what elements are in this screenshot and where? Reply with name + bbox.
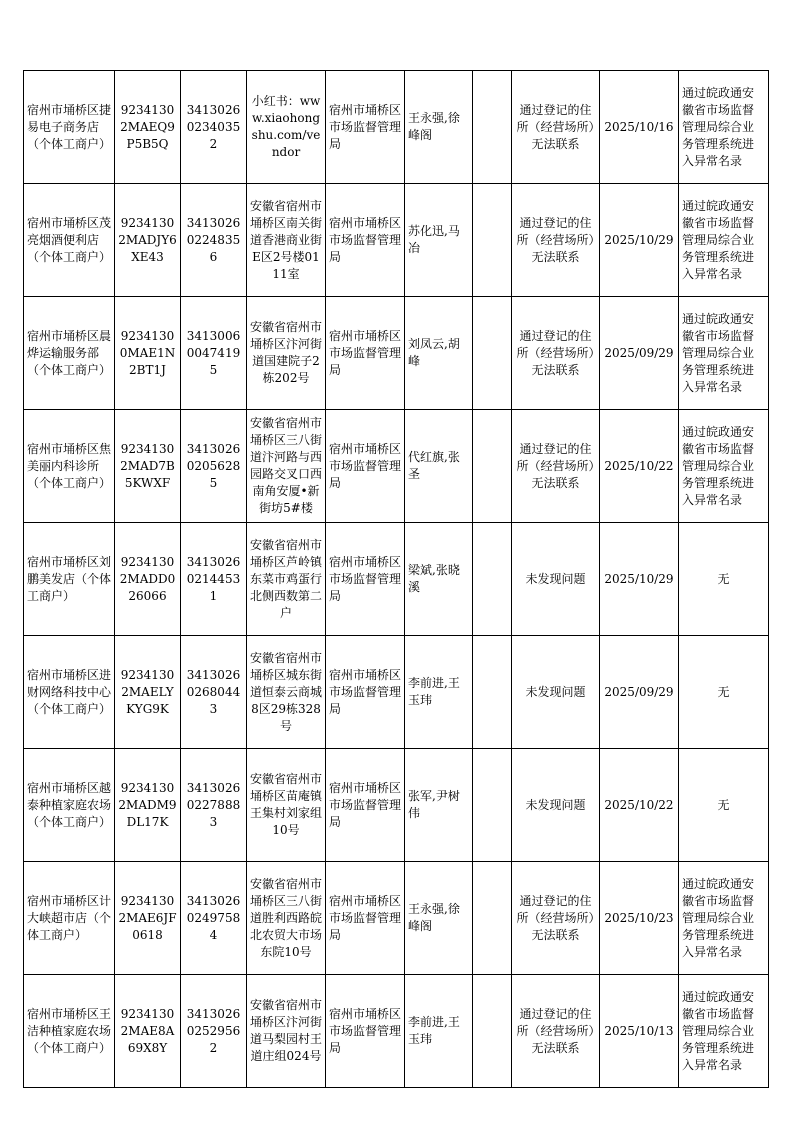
blank-cell [473,297,512,410]
registration-number-cell: 341302602680443 [181,636,247,749]
credit-code-cell: 92341302MADD026066 [115,523,181,636]
inspection-result-cell: 未发现问题 [512,523,600,636]
table-row [24,636,769,749]
blank-cell [473,523,512,636]
registration-number-cell: 341302602340352 [181,71,247,184]
blank-cell [473,975,512,1088]
enterprise-name-cell: 宿州市埇桥区焦美丽内科诊所（个体工商户） [24,410,115,523]
blank-cell [473,862,512,975]
table-row [24,410,769,523]
credit-code-cell: 92341302MADM9DL17K [115,749,181,862]
inspection-date-cell: 2025/10/13 [600,975,679,1088]
disposal-measure-cell: 无 [679,636,769,749]
disposal-measure-cell: 通过皖政通安徽省市场监督管理局综合业务管理系统进入异常名录 [679,862,769,975]
address-cell: 安徽省宿州市埇桥区南关街道香港商业街E区2号楼0111室 [247,184,326,297]
authority-cell: 宿州市埇桥区市场监督管理局 [326,297,405,410]
enterprise-name-cell: 宿州市埇桥区刘鹏美发店（个体工商户） [24,523,115,636]
disposal-measure-cell: 通过皖政通安徽省市场监督管理局综合业务管理系统进入异常名录 [679,975,769,1088]
inspection-result-cell: 未发现问题 [512,749,600,862]
blank-cell [473,636,512,749]
inspectors-cell: 李前进,王玉玮 [405,636,473,749]
enterprise-name-cell: 宿州市埇桥区王洁种植家庭农场（个体工商户） [24,975,115,1088]
credit-code-cell: 92341302MAD7B5KWXF [115,410,181,523]
credit-code-cell: 92341302MAE6JF0618 [115,862,181,975]
registration-number-cell: 341302602144531 [181,523,247,636]
authority-cell: 宿州市埇桥区市场监督管理局 [326,410,405,523]
inspectors-cell: 刘凤云,胡峰 [405,297,473,410]
blank-cell [473,184,512,297]
disposal-measure-cell: 通过皖政通安徽省市场监督管理局综合业务管理系统进入异常名录 [679,410,769,523]
address-cell: 安徽省宿州市埇桥区城东街道恒泰云商城8区29栋328号 [247,636,326,749]
disposal-measure-cell: 通过皖政通安徽省市场监督管理局综合业务管理系统进入异常名录 [679,297,769,410]
inspection-date-cell: 2025/09/29 [600,297,679,410]
address-cell: 安徽省宿州市埇桥区芦岭镇东菜市鸡蛋行北侧西数第二户 [247,523,326,636]
credit-code-cell: 92341302MAE8A69X8Y [115,975,181,1088]
authority-cell: 宿州市埇桥区市场监督管理局 [326,975,405,1088]
credit-code-cell: 92341302MAEQ9P5B5Q [115,71,181,184]
address-cell: 安徽省宿州市埇桥区苗庵镇王集村刘家组10号 [247,749,326,862]
inspectors-cell: 李前进,王玉玮 [405,975,473,1088]
enterprise-name-cell: 宿州市埇桥区进财网络科技中心（个体工商户） [24,636,115,749]
blank-cell [473,749,512,862]
table-row [24,523,769,636]
inspectors-cell: 梁斌,张晓溪 [405,523,473,636]
inspection-result-cell: 未发现问题 [512,636,600,749]
registration-number-cell: 341302602056285 [181,410,247,523]
table-row [24,975,769,1088]
inspectors-cell: 苏化迅,马冶 [405,184,473,297]
inspectors-cell: 王永强,徐峰阁 [405,862,473,975]
inspection-result-cell: 通过登记的住所（经营场所）无法联系 [512,410,600,523]
authority-cell: 宿州市埇桥区市场监督管理局 [326,749,405,862]
registration-number-cell: 341302602278883 [181,749,247,862]
inspection-results-table [23,70,769,1088]
authority-cell: 宿州市埇桥区市场监督管理局 [326,862,405,975]
enterprise-name-cell: 宿州市埇桥区越泰种植家庭农场（个体工商户） [24,749,115,862]
table-row [24,749,769,862]
inspectors-cell: 张军,尹树伟 [405,749,473,862]
table-row [24,862,769,975]
enterprise-name-cell: 宿州市埇桥区计大峡超市店（个体工商户） [24,862,115,975]
table-row [24,71,769,184]
inspection-date-cell: 2025/10/29 [600,523,679,636]
inspection-date-cell: 2025/10/23 [600,862,679,975]
credit-code-cell: 92341300MAE1N2BT1J [115,297,181,410]
registration-number-cell: 341302602497584 [181,862,247,975]
address-cell: 安徽省宿州市埇桥区汴河街道国建院子2栋202号 [247,297,326,410]
inspectors-cell: 王永强,徐峰阁 [405,71,473,184]
blank-cell [473,410,512,523]
inspectors-cell: 代红旗,张圣 [405,410,473,523]
inspection-date-cell: 2025/10/22 [600,749,679,862]
disposal-measure-cell: 通过皖政通安徽省市场监督管理局综合业务管理系统进入异常名录 [679,71,769,184]
registration-number-cell: 341302602248356 [181,184,247,297]
disposal-measure-cell: 无 [679,523,769,636]
inspection-result-cell: 通过登记的住所（经营场所）无法联系 [512,975,600,1088]
enterprise-name-cell: 宿州市埇桥区晨烨运输服务部（个体工商户） [24,297,115,410]
inspection-date-cell: 2025/10/16 [600,71,679,184]
inspection-result-cell: 通过登记的住所（经营场所）无法联系 [512,184,600,297]
address-cell: 小红书：www.xiaohongshu.com/vendor [247,71,326,184]
inspection-result-cell: 通过登记的住所（经营场所）无法联系 [512,862,600,975]
inspection-date-cell: 2025/10/29 [600,184,679,297]
authority-cell: 宿州市埇桥区市场监督管理局 [326,71,405,184]
credit-code-cell: 92341302MAELYKYG9K [115,636,181,749]
authority-cell: 宿州市埇桥区市场监督管理局 [326,523,405,636]
disposal-measure-cell: 无 [679,749,769,862]
enterprise-name-cell: 宿州市埇桥区茂亮烟酒便利店（个体工商户） [24,184,115,297]
inspection-result-cell: 通过登记的住所（经营场所）无法联系 [512,297,600,410]
registration-number-cell: 341300600474195 [181,297,247,410]
blank-cell [473,71,512,184]
address-cell: 安徽省宿州市埇桥区三八街道汴河路与西园路交叉口西南角安厦•新街坊5#楼 [247,410,326,523]
disposal-measure-cell: 通过皖政通安徽省市场监督管理局综合业务管理系统进入异常名录 [679,184,769,297]
inspection-result-cell: 通过登记的住所（经营场所）无法联系 [512,71,600,184]
inspection-date-cell: 2025/10/22 [600,410,679,523]
enterprise-name-cell: 宿州市埇桥区捷易电子商务店（个体工商户） [24,71,115,184]
address-cell: 安徽省宿州市埇桥区三八街道胜利西路皖北农贸大市场东院10号 [247,862,326,975]
credit-code-cell: 92341302MADJY6XE43 [115,184,181,297]
inspection-date-cell: 2025/09/29 [600,636,679,749]
authority-cell: 宿州市埇桥区市场监督管理局 [326,184,405,297]
registration-number-cell: 341302602529562 [181,975,247,1088]
table-row [24,184,769,297]
address-cell: 安徽省宿州市埇桥区汴河街道马梨园村王道庄组024号 [247,975,326,1088]
table-body [24,71,769,1088]
authority-cell: 宿州市埇桥区市场监督管理局 [326,636,405,749]
table-row [24,297,769,410]
